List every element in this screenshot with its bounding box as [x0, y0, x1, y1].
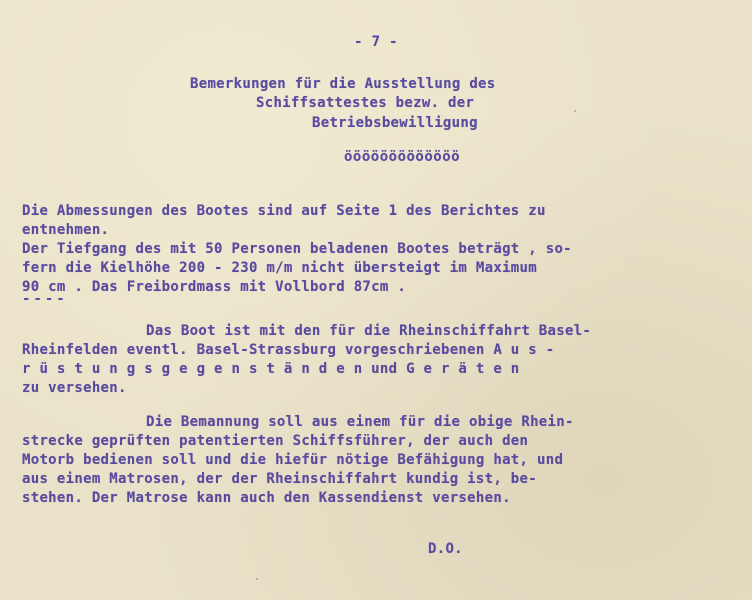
paragraph3-line-2: strecke geprüften patentierten Schiffsführer, der auch den [22, 433, 529, 449]
paragraph1-line-1: Die Abmessungen des Bootes sind auf Seite 1 des Berichtes zu [22, 203, 546, 219]
paragraph2-line-4: zu versehen. [22, 380, 127, 396]
paragraph1-line-5: 90 cm . Das Freibordmass mit Vollbord 87cm . [22, 279, 407, 295]
page-number: - 7 - [354, 34, 398, 50]
underline-dashes: ---- [22, 291, 68, 307]
heading-rule: ööööööööööööö [344, 149, 461, 165]
signature: D.O. [428, 541, 463, 557]
paragraph2-line-1: Das Boot ist mit den für die Rheinschiffahrt Basel- [146, 323, 592, 339]
paragraph1-line-4: fern die Kielhöhe 200 - 230 m/m nicht übersteigt im Maximum [22, 260, 537, 276]
paragraph2-line-3: r ü s t u n g s g e g e n s t ä n d e n und G e r ä t e n [22, 361, 520, 377]
paragraph2-line-2: Rheinfelden eventl. Basel-Strassburg vorgeschriebenen A u s - [22, 342, 555, 358]
heading-line-1: Bemerkungen für die Ausstellung des [190, 76, 496, 92]
paragraph1-line-3: Der Tiefgang des mit 50 Personen beladenen Bootes beträgt , so- [22, 241, 572, 257]
paragraph1-line-2: entnehmen. [22, 222, 110, 238]
paper-speck [256, 578, 258, 580]
heading-line-2: Schiffsattestes bezw. der [256, 95, 475, 111]
paragraph3-line-3: Motorb bedienen soll und die hiefür nötige Befähigung hat, und [22, 452, 564, 468]
paper-speck [574, 110, 576, 112]
paragraph3-line-5: stehen. Der Matrose kann auch den Kassendienst versehen. [22, 490, 511, 506]
paragraph3-line-4: aus einem Matrosen, der der Rheinschiffahrt kundig ist, be- [22, 471, 537, 487]
heading-line-3: Betriebsbewilligung [312, 115, 478, 131]
paragraph3-line-1: Die Bemannung soll aus einem für die obige Rhein- [146, 414, 574, 430]
